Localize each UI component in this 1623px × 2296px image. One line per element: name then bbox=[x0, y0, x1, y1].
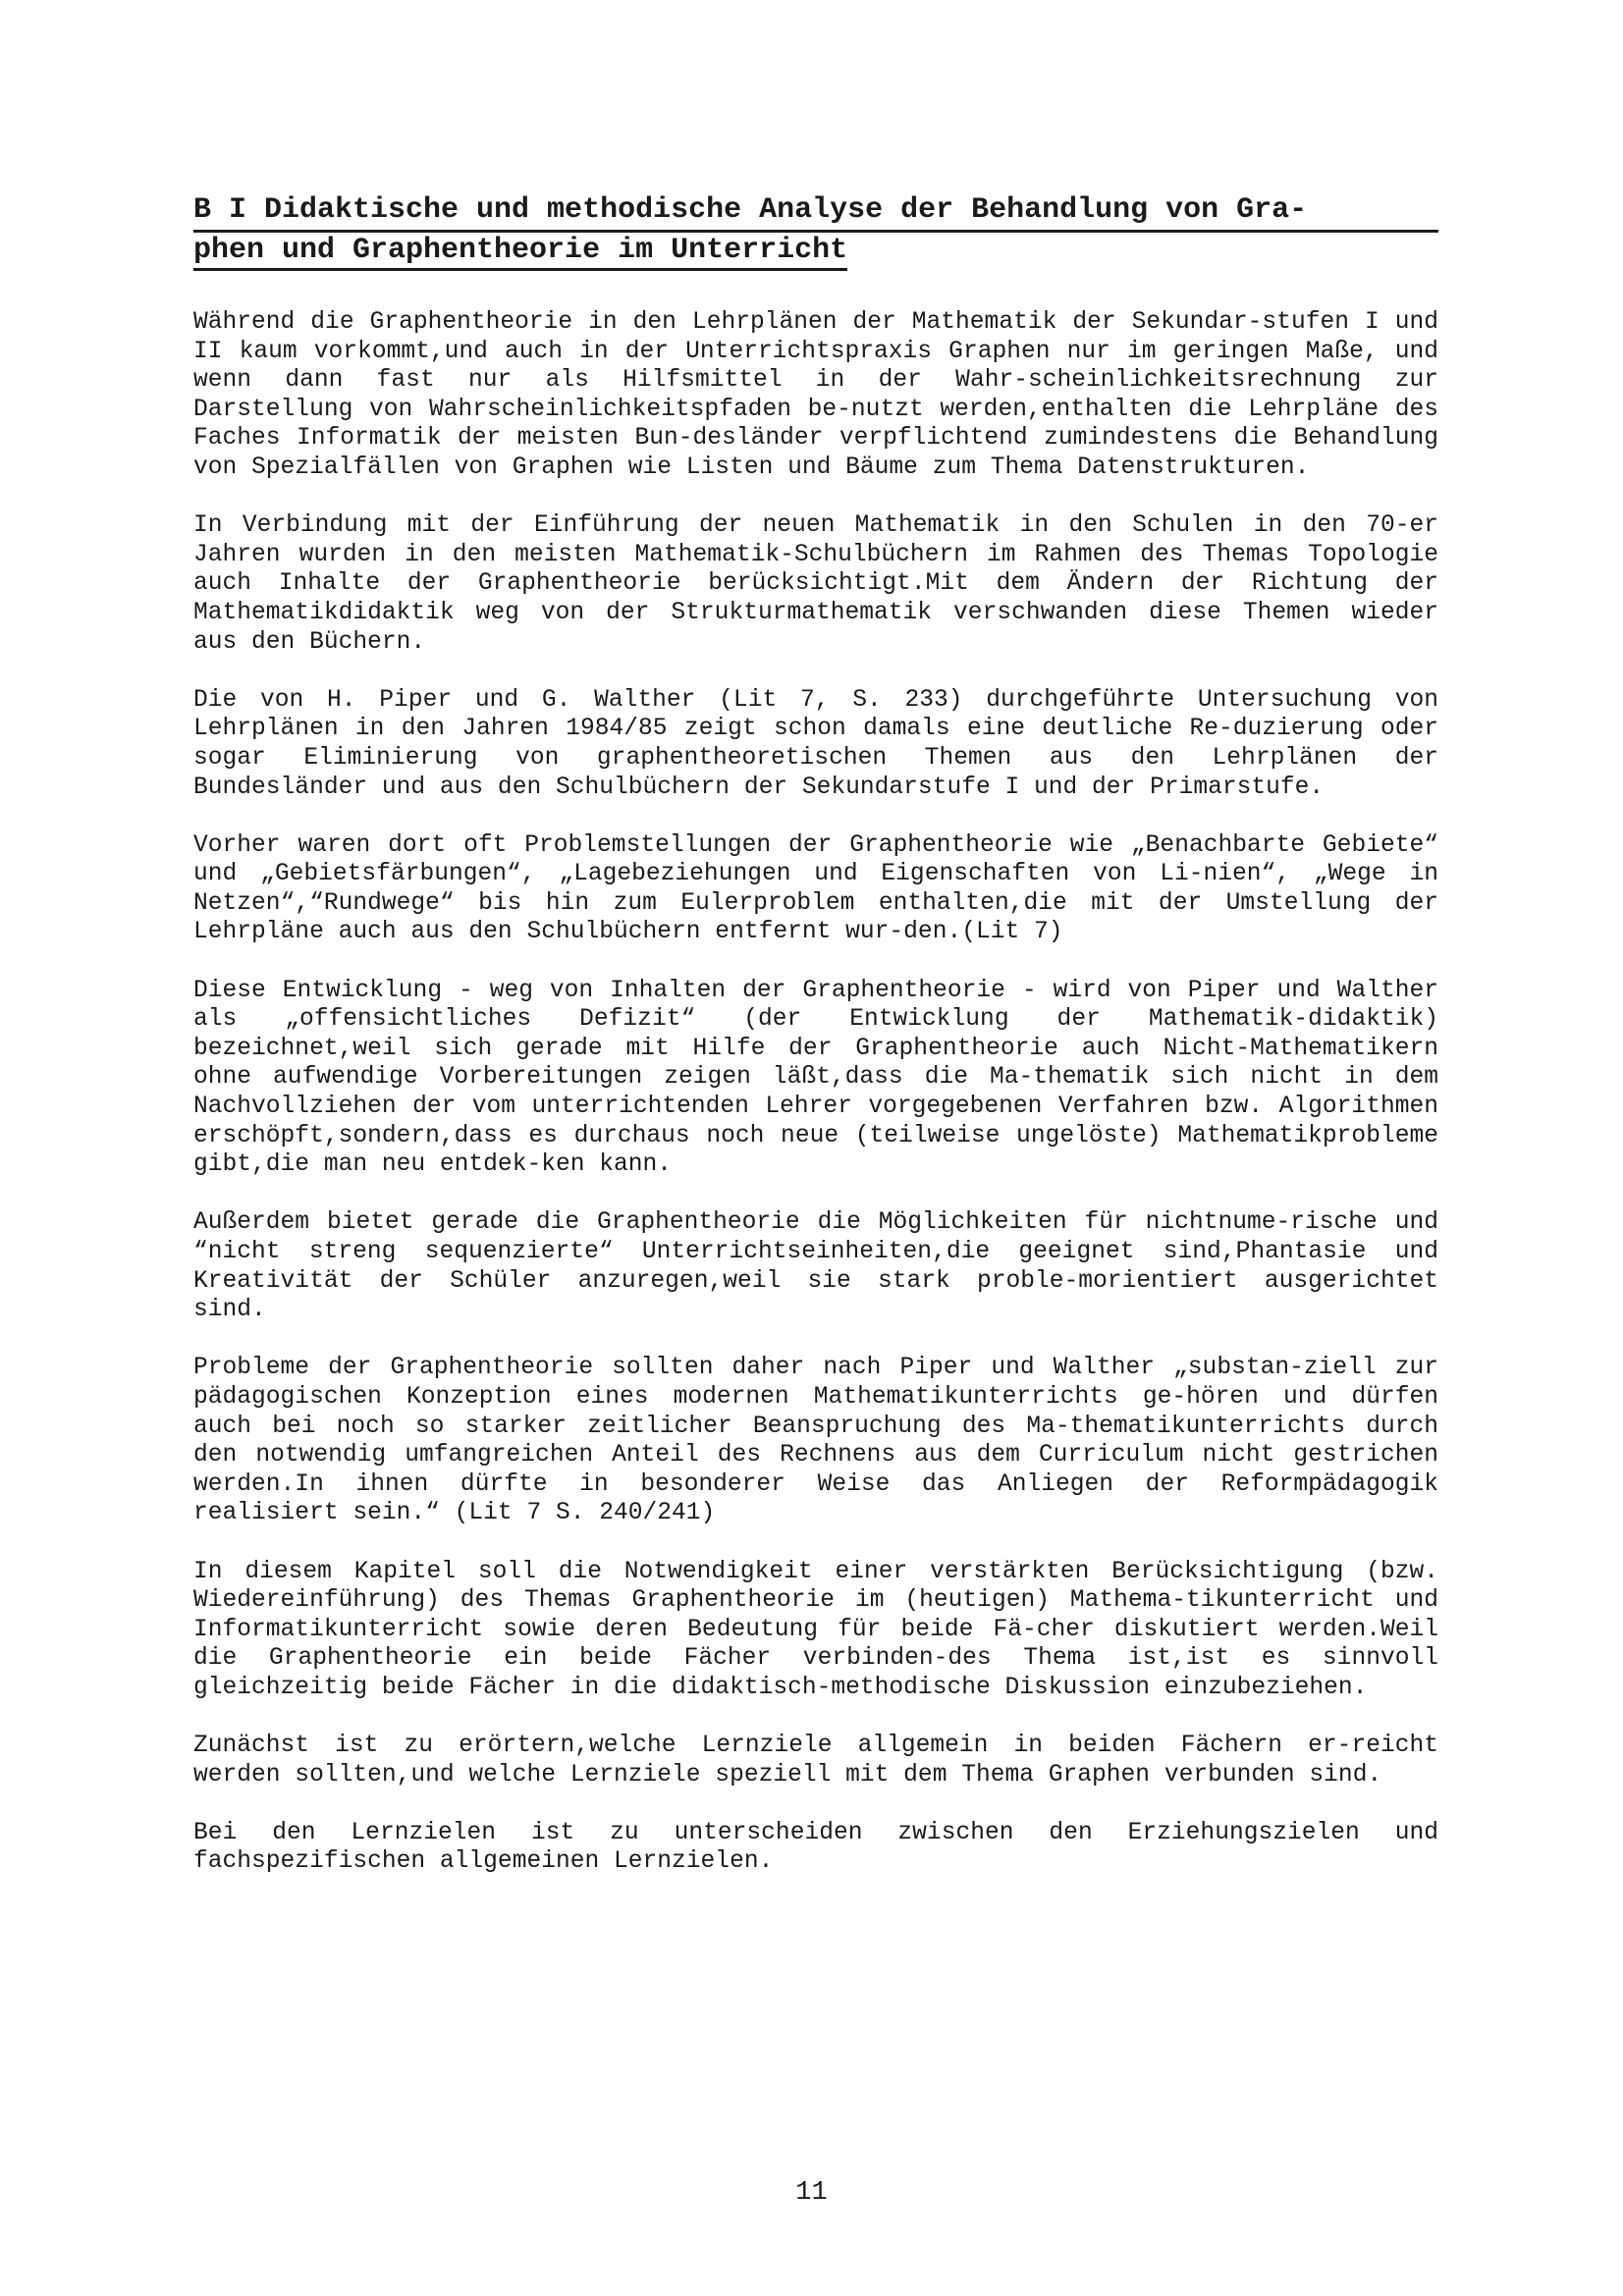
title-line-2-text: phen und Graphentheorie im Unterricht bbox=[193, 234, 847, 271]
page-number: 11 bbox=[795, 2178, 828, 2208]
paragraph: Außerdem bietet gerade die Graphentheorie die Möglichkeiten für nichtnume-rische und “nicht streng sequenzierte“ Unterrichtseinheiten,die geeignet sind,Phantasie und Kreativität der Schüler anzuregen,weil sie stark proble-morientiert ausgerichtet sind. bbox=[193, 1209, 1438, 1324]
paragraph: Vorher waren dort oft Problemstellungen der Graphentheorie wie „Benachbarte Gebiete“ und „Gebietsfärbungen“, „Lagebeziehungen und Eigenschaften von Li-nien“, „Wege in Netzen“,“Rundwege“ bis hin zum Eulerproblem enthalten,die mit der Umstellung der Lehrpläne auch aus den Schulbüchern entfernt wur-den.(Lit 7) bbox=[193, 831, 1438, 946]
title-line-2 bbox=[193, 233, 1438, 269]
paragraph: In Verbindung mit der Einführung der neuen Mathematik in den Schulen in den 70-er Jahren wurden in den meisten Mathematik-Schulbüchern im Rahmen des Themas Topologie auch Inhalte der Graphentheorie berücksichtigt.Mit dem Ändern der Richtung der Mathematikdidaktik weg von der Strukturmathematik verschwanden diese Themen wieder aus den Büchern. bbox=[193, 512, 1438, 656]
paragraph: Während die Graphentheorie in den Lehrplänen der Mathematik der Sekundar-stufen I und II kaum vorkommt,und auch in der Unterrichtspraxis Graphen nur im geringen Maße, und wenn dann fast nur als Hilfsmittel in der Wahr-scheinlichkeitsrechnung zur Darstellung von Wahrscheinlichkeitspfaden be-nutzt werden,enthalten die Lehrpläne des Faches Informatik der meisten Bun-desländer verpflichtend zumindestens die Behandlung von Spezialfällen von Graphen wie Listen und Bäume zum Thema Datenstrukturen. bbox=[193, 309, 1438, 481]
title-line-1 bbox=[193, 192, 1438, 233]
page-title bbox=[193, 192, 1438, 269]
paragraph: Bei den Lernzielen ist zu unterscheiden zwischen den Erziehungszielen und fachspezifischen allgemeinen Lernzielen. bbox=[193, 1819, 1438, 1876]
paragraph: In diesem Kapitel soll die Notwendigkeit einer verstärkten Berücksichtigung (bzw. Wiedereinführung) des Themas Graphentheorie im (heutigen) Mathema-tikunterricht und Informatikunterricht sowie deren Bedeutung für beide Fä-cher diskutiert werden.Weil die Graphentheorie ein beide Fächer verbinden-des Thema ist,ist es sinnvoll gleichzeitig beide Fächer in die didaktisch-methodische Diskussion einzubeziehen. bbox=[193, 1558, 1438, 1701]
document-page bbox=[193, 192, 1438, 1906]
document-body bbox=[193, 308, 1438, 1877]
paragraph: Zunächst ist zu erörtern,welche Lernziele allgemein in beiden Fächern er-reicht werden sollten,und welche Lernziele speziell mit dem Thema Graphen verbunden sind. bbox=[193, 1733, 1438, 1789]
title-line-1-text: B I Didaktische und methodische Analyse der Behandlung von Gra- bbox=[193, 192, 1438, 233]
paragraph: Diese Entwicklung - weg von Inhalten der Graphentheorie - wird von Piper und Walther als „offensichtliches Defizit“ (der Entwicklung der Mathematik-didaktik) bezeichnet,weil sich gerade mit Hilfe der Graphentheorie auch Nicht-Mathematikern ohne aufwendige Vorbereitungen zeigen läßt,dass die Ma-thematik sich nicht in dem Nachvollziehen der vom unterrichtenden Lehrer vorgegebenen Verfahren bzw. Algorithmen erschöpft,sondern,dass es durchaus noch neue (teilweise ungelöste) Mathematikprobleme gibt,die man neu entdek-ken kann. bbox=[193, 977, 1438, 1179]
paragraph: Die von H. Piper und G. Walther (Lit 7, S. 233) durchgeführte Untersuchung von Lehrplänen in den Jahren 1984/85 zeigt schon damals eine deutliche Re-duzierung oder sogar Eliminierung von graphentheoretischen Themen aus den Lehrplänen der Bundesländer und aus den Schulbüchern der Sekundarstufe I und der Primarstufe. bbox=[193, 686, 1438, 801]
paragraph: Probleme der Graphentheorie sollten daher nach Piper und Walther „substan-ziell zur pädagogischen Konzeption eines modernen Mathematikunterrichts ge-hören und dürfen auch bei noch so starker zeitlicher Beanspruchung des Ma-thematikunterrichts durch den notwendig umfangreichen Anteil des Rechnens aus dem Curriculum nicht gestrichen werden.In ihnen dürfte in besonderer Weise das Anliegen der Reformpädagogik realisiert sein.“ (Lit 7 S. 240/241) bbox=[193, 1355, 1438, 1527]
